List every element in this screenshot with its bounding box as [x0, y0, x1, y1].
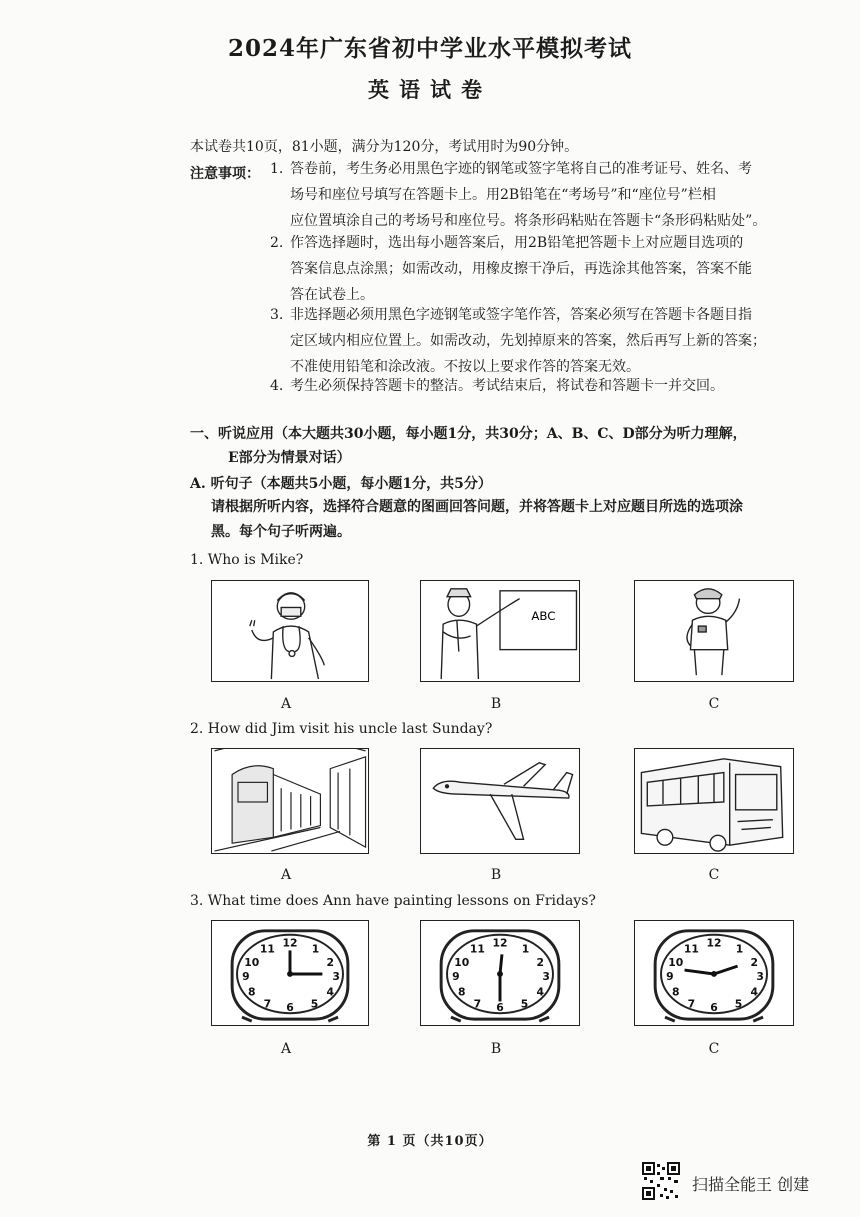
q3-option-c-image [634, 920, 794, 1026]
note-number: 3. [270, 307, 284, 323]
svg-text:3: 3 [542, 969, 550, 983]
svg-text:8: 8 [671, 985, 680, 999]
svg-text:2: 2 [536, 956, 544, 970]
q2-option-a-image [211, 748, 369, 854]
q3-option-a-image [211, 920, 369, 1026]
subway-train-illustration [212, 749, 368, 853]
part-a-instruction-cont: 黑。每个句子听两遍。 [211, 524, 351, 540]
clock-icon [421, 921, 579, 1025]
svg-text:4: 4 [326, 985, 334, 999]
part-a-heading: A. 听句子（本题共5小题，每小题1分，共5分） [190, 476, 492, 492]
svg-text:10: 10 [454, 956, 470, 970]
clock-icon [212, 921, 368, 1025]
svg-text:4: 4 [536, 985, 544, 999]
q1-option-a-label: A [280, 696, 292, 712]
note-item-4 [270, 373, 850, 399]
q3-option-b-image [420, 920, 580, 1026]
note-number: 2. [270, 235, 284, 251]
note-item-3 [270, 302, 850, 380]
part-a-instruction: 请根据所听内容，选择符合题意的图画回答问题，并将答题卡上对应题目所选的选项涂 [211, 499, 743, 515]
svg-text:7: 7 [473, 997, 482, 1011]
note-line: 定区域内相应位置上。如需改动，先划掉原来的答案，然后再写上新的答案； [290, 333, 766, 349]
svg-text:5: 5 [310, 997, 319, 1011]
page-footer: 第 1 页（共10页） [367, 1134, 493, 1149]
question-3: 3. What time does Ann have painting lessons on Fridays? [190, 893, 596, 909]
q2-option-c-label: C [708, 867, 720, 883]
notes-label: 注意事项： [190, 166, 260, 182]
airplane-illustration [421, 749, 579, 853]
svg-text:9: 9 [242, 969, 250, 983]
qr-code-icon [642, 1162, 680, 1200]
note-line: 不准使用铅笔和涂改液。不按以上要求作答的答案无效。 [290, 359, 640, 375]
svg-text:6: 6 [496, 1001, 504, 1015]
q2-option-b-image [420, 748, 580, 854]
note-number: 1. [270, 161, 284, 177]
svg-text:7: 7 [263, 997, 272, 1011]
svg-text:6: 6 [286, 1001, 294, 1015]
exam-intro: 本试卷共10页，81小题，满分为120分，考试用时为90分钟。 [190, 139, 579, 155]
bus-illustration [635, 749, 793, 853]
board-text: ABC [531, 609, 556, 624]
note-item-1 [270, 156, 850, 234]
question-1: 1. Who is Mike? [190, 552, 304, 568]
scanner-watermark [642, 1162, 852, 1202]
note-line: 作答选择题时，选出每小题答案后，用2B铅笔把答题卡上对应题目选项的 [290, 235, 744, 251]
svg-text:4: 4 [750, 985, 758, 999]
q3-option-b-label: B [490, 1041, 502, 1057]
svg-text:11: 11 [683, 942, 699, 956]
svg-text:1: 1 [311, 942, 320, 956]
svg-text:5: 5 [520, 997, 529, 1011]
q1-option-c-image [634, 580, 794, 682]
q1-option-b-image [420, 580, 580, 682]
note-line: 场号和座位号填写在答题卡上。用2B铅笔在“考场号”和“座位号”栏相 [290, 187, 716, 203]
svg-text:12: 12 [282, 936, 298, 950]
svg-text:10: 10 [668, 956, 684, 970]
svg-text:9: 9 [666, 969, 674, 983]
note-line: 考生必须保持答题卡的整洁。考试结束后，将试卷和答题卡一并交回。 [290, 378, 724, 394]
svg-text:3: 3 [756, 969, 764, 983]
svg-text:5: 5 [734, 997, 743, 1011]
svg-text:12: 12 [492, 936, 508, 950]
note-line: 非选择题必须用黑色字迹钢笔或签字笔作答，答案必须写在答题卡各题目指 [290, 307, 752, 323]
svg-text:11: 11 [259, 942, 275, 956]
q3-option-a-label: A [280, 1041, 292, 1057]
svg-text:6: 6 [710, 1001, 718, 1015]
q3-option-c-label: C [708, 1041, 720, 1057]
svg-text:8: 8 [457, 985, 466, 999]
page-title: 2024年广东省初中学业水平模拟考试 [227, 35, 632, 62]
svg-text:7: 7 [687, 997, 696, 1011]
q1-option-b-label: B [490, 696, 502, 712]
note-line: 答在试卷上。 [290, 287, 374, 303]
svg-text:11: 11 [469, 942, 485, 956]
q2-option-a-label: A [280, 867, 292, 883]
page-subtitle: 英语试卷 [368, 77, 492, 102]
note-line: 答卷前，考生务必用黑色字迹的钢笔或签字笔将自己的准考证号、姓名、考 [290, 161, 752, 177]
svg-text:9: 9 [452, 969, 460, 983]
doctor-illustration [212, 581, 368, 681]
note-item-2 [270, 230, 850, 308]
svg-text:10: 10 [244, 956, 260, 970]
note-line: 应位置填涂自己的考场号和座位号。将条形码粘贴在答题卡“条形码粘贴处”。 [290, 213, 767, 229]
q1-option-a-image [211, 580, 369, 682]
q2-option-b-label: B [490, 867, 502, 883]
svg-text:1: 1 [735, 942, 744, 956]
svg-text:2: 2 [326, 956, 334, 970]
q2-option-c-image [634, 748, 794, 854]
svg-text:12: 12 [706, 936, 722, 950]
svg-text:3: 3 [332, 969, 340, 983]
clock-icon [635, 921, 793, 1025]
svg-text:8: 8 [247, 985, 256, 999]
svg-text:2: 2 [750, 956, 758, 970]
watermark-text: 扫描全能王 创建 [692, 1175, 810, 1194]
note-line: 答案信息点涂黑；如需改动，用橡皮擦干净后，再选涂其他答案，答案不能 [290, 261, 752, 277]
section-heading-cont: E部分为情景对话） [228, 450, 351, 466]
section-heading: 一、听说应用（本大题共30小题，每小题1分，共30分；A、B、C、D部分为听力理解， [190, 426, 747, 442]
police-officer-illustration [635, 581, 793, 681]
note-number: 4. [270, 378, 284, 394]
teacher-illustration [421, 581, 579, 681]
svg-text:1: 1 [521, 942, 530, 956]
q1-option-c-label: C [708, 696, 720, 712]
question-2: 2. How did Jim visit his uncle last Sunday? [190, 721, 493, 737]
